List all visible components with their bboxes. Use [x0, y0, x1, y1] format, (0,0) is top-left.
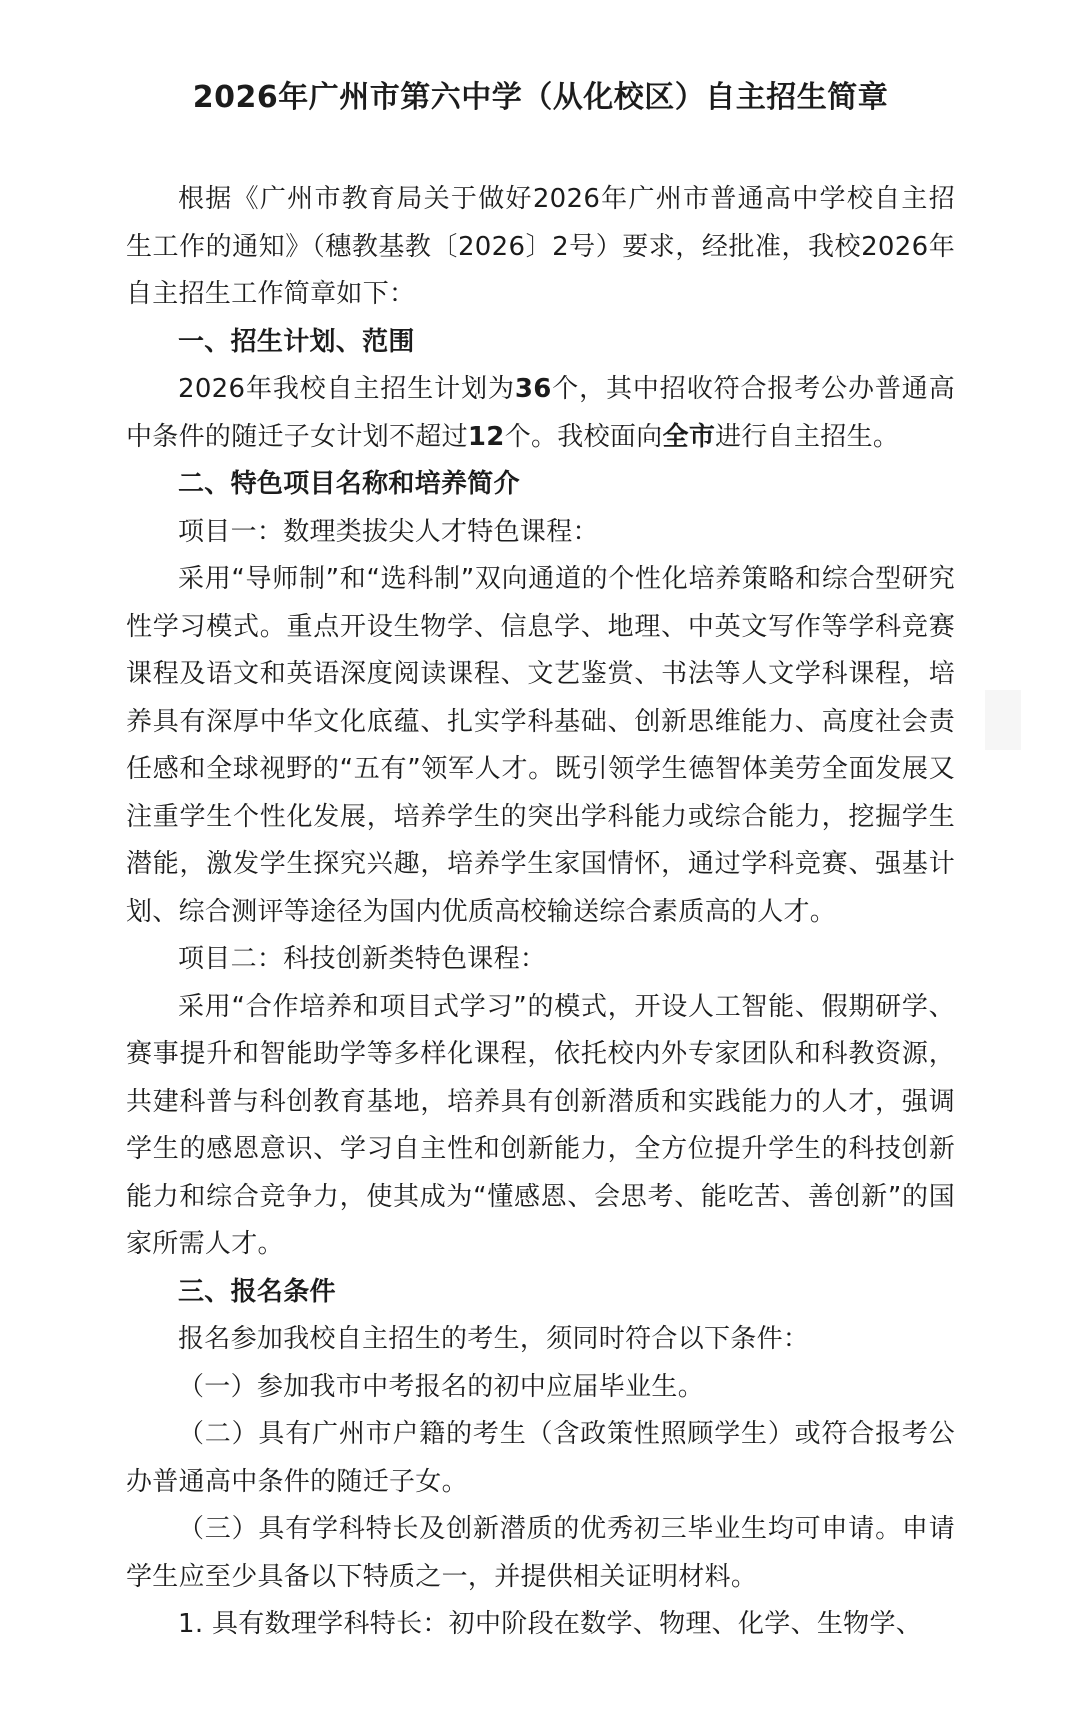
- intro-paragraph: 根据《广州市教育局关于做好2026年广州市普通高中学校自主招生工作的通知》（穗教基教〔2026〕2号）要求，经批准，我校2026年自主招生工作简章如下：: [126, 184, 955, 309]
- scan-artifact: [985, 690, 1021, 750]
- migrant-quota: 12: [467, 421, 505, 452]
- document-title: 2026年广州市第六中学（从化校区）自主招生简章: [192, 80, 889, 115]
- condition-item-3: （三）具有学科特长及创新潜质的优秀初三毕业生均可申请。申请学生应至少具备以下特质之一，并提供相关证明材料。: [126, 1514, 955, 1592]
- section3-intro: 报名参加我校自主招生的考生，须同时符合以下条件：: [178, 1324, 810, 1354]
- plan-count: 36: [514, 374, 552, 404]
- section1-text-e: 个。我校面向: [504, 421, 663, 452]
- section3-heading: 三、报名条件: [178, 1276, 336, 1307]
- section1-paragraph: [126, 366, 955, 461]
- section1-text-a: 2026年我校自主招生计划为: [178, 374, 515, 404]
- section2-heading: 二、特色项目名称和培养简介: [178, 469, 520, 499]
- condition-item-2: （二）具有广州市户籍的考生（含政策性照顾学生）或符合报考公办普通高中条件的随迁子女。: [126, 1419, 955, 1497]
- project1-title: 项目一：数理类拔尖人才特色课程：: [178, 516, 599, 547]
- section1-text-c: 个，其中招收符合报考公办普通高中条件的随迁子女计划不超过: [126, 374, 955, 452]
- condition-item-1: （一）参加我市中考报名的初中应届毕业生。: [178, 1371, 705, 1402]
- condition-item-3-1: 1. 具有数理学科特长：初中阶段在数学、物理、化学、生物学、: [178, 1609, 923, 1639]
- scope-highlight: 全市: [662, 421, 716, 452]
- project2-title: 项目二：科技创新类特色课程：: [178, 944, 547, 974]
- project2-text: 采用“合作培养和项目式学习”的模式，开设人工智能、假期研学、赛事提升和智能助学等多样化课程，依托校内外专家团队和科教资源，共建科普与科创教育基地，培养具有创新潜质和实践能力的人才，强调学生的感恩意识、学习自主性和创新能力，全方位提升学生的科技创新能力和综合竞争力，使其成为“懂感恩、会思考、能吃苦、善创新”的国家所需人才。: [126, 991, 955, 1259]
- project1-text: 采用“导师制”和“选科制”双向通道的个性化培养策略和综合型研究性学习模式。重点开设生物学、信息学、地理、中英文写作等学科竞赛课程及语文和英语深度阅读课程、文艺鉴赏、书法等人文学科课程，培养具有深厚中华文化底蕴、扎实学科基础、创新思维能力、高度社会责任感和全球视野的“五有”领军人才。既引领学生德智体美劳全面发展又注重学生个性化发展，培养学生的突出学科能力或综合能力，挖掘学生潜能，激发学生探究兴趣，培养学生家国情怀，通过学科竞赛、强基计划、综合测评等途径为国内优质高校输送综合素质高的人才。: [126, 564, 955, 927]
- section1-text-g: 进行自主招生。: [715, 421, 900, 452]
- section1-heading: 一、招生计划、范围: [178, 326, 415, 357]
